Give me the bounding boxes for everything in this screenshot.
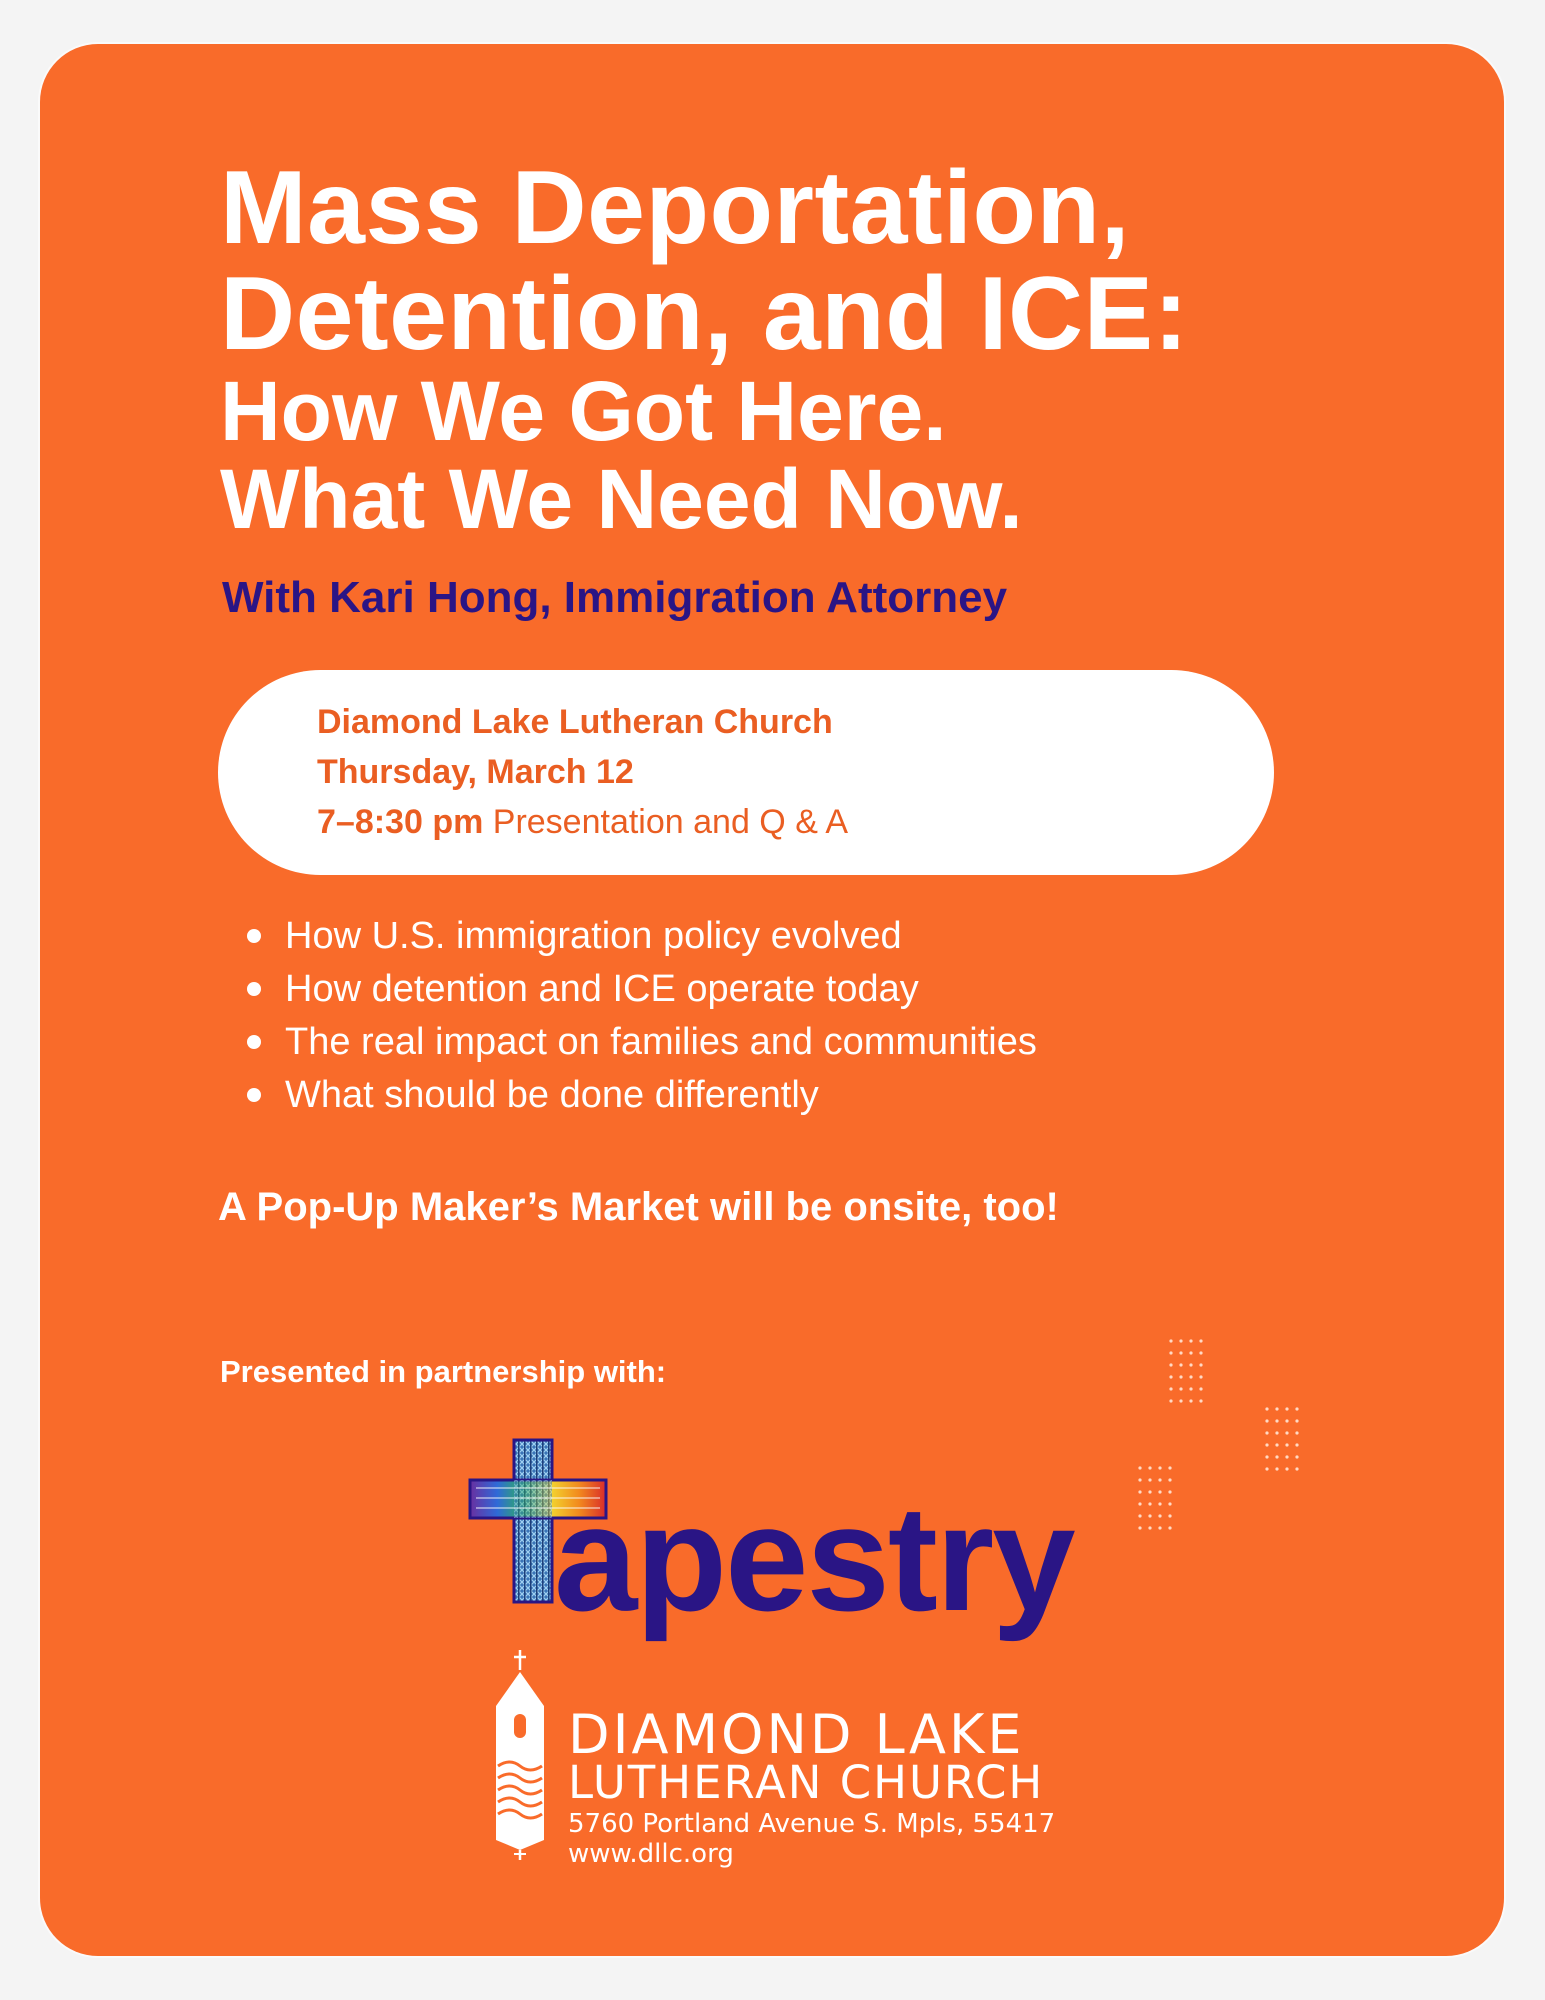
title-line-2: Detention, and ICE:	[220, 256, 1189, 372]
church-name-line-2: LUTHERAN CHURCH	[568, 1756, 1045, 1809]
topic-item	[240, 910, 1037, 963]
decorative-dots-icon	[1168, 1338, 1208, 1410]
event-venue: Diamond Lake Lutheran Church	[317, 703, 833, 741]
flyer-title	[220, 150, 1189, 546]
bullet-icon	[247, 929, 261, 943]
event-details	[317, 697, 848, 847]
title-line-4: What We Need Now.	[220, 452, 1023, 546]
bullet-icon	[247, 982, 261, 996]
topic-text: The real impact on families and communities	[285, 1021, 1037, 1063]
church-steeple-icon	[490, 1650, 560, 1860]
event-time: 7–8:30 pm	[317, 803, 484, 841]
partnership-label: Presented in partnership with:	[220, 1354, 667, 1389]
market-note: A Pop-Up Maker’s Market will be onsite, too!	[218, 1185, 1059, 1229]
topic-list	[240, 910, 1037, 1122]
decorative-dots-icon	[1137, 1465, 1177, 1537]
topic-text: How detention and ICE operate today	[285, 968, 919, 1010]
topic-text: What should be done differently	[285, 1074, 819, 1116]
church-address: 5760 Portland Avenue S. Mpls, 55417	[568, 1809, 1056, 1839]
event-time-row	[317, 797, 848, 847]
title-line-3: How We Got Here.	[220, 364, 947, 458]
tapestry-wordmark: apestry	[554, 1474, 1074, 1642]
church-website-link[interactable]: www.dllc.org	[568, 1839, 734, 1869]
church-name-line-1: DIAMOND LAKE	[568, 1703, 1025, 1766]
event-format: Presentation and Q & A	[483, 803, 849, 841]
title-line-1: Mass Deportation,	[220, 150, 1130, 266]
topic-item	[240, 963, 1037, 1016]
speaker-line: With Kari Hong, Immigration Attorney	[222, 573, 1008, 622]
bullet-icon	[247, 1035, 261, 1049]
decorative-dots-icon	[1264, 1406, 1304, 1478]
topic-text: How U.S. immigration policy evolved	[285, 915, 902, 957]
event-date: Thursday, March 12	[317, 753, 634, 791]
bullet-icon	[247, 1088, 261, 1102]
topic-item	[240, 1016, 1037, 1069]
topic-item	[240, 1069, 1037, 1122]
